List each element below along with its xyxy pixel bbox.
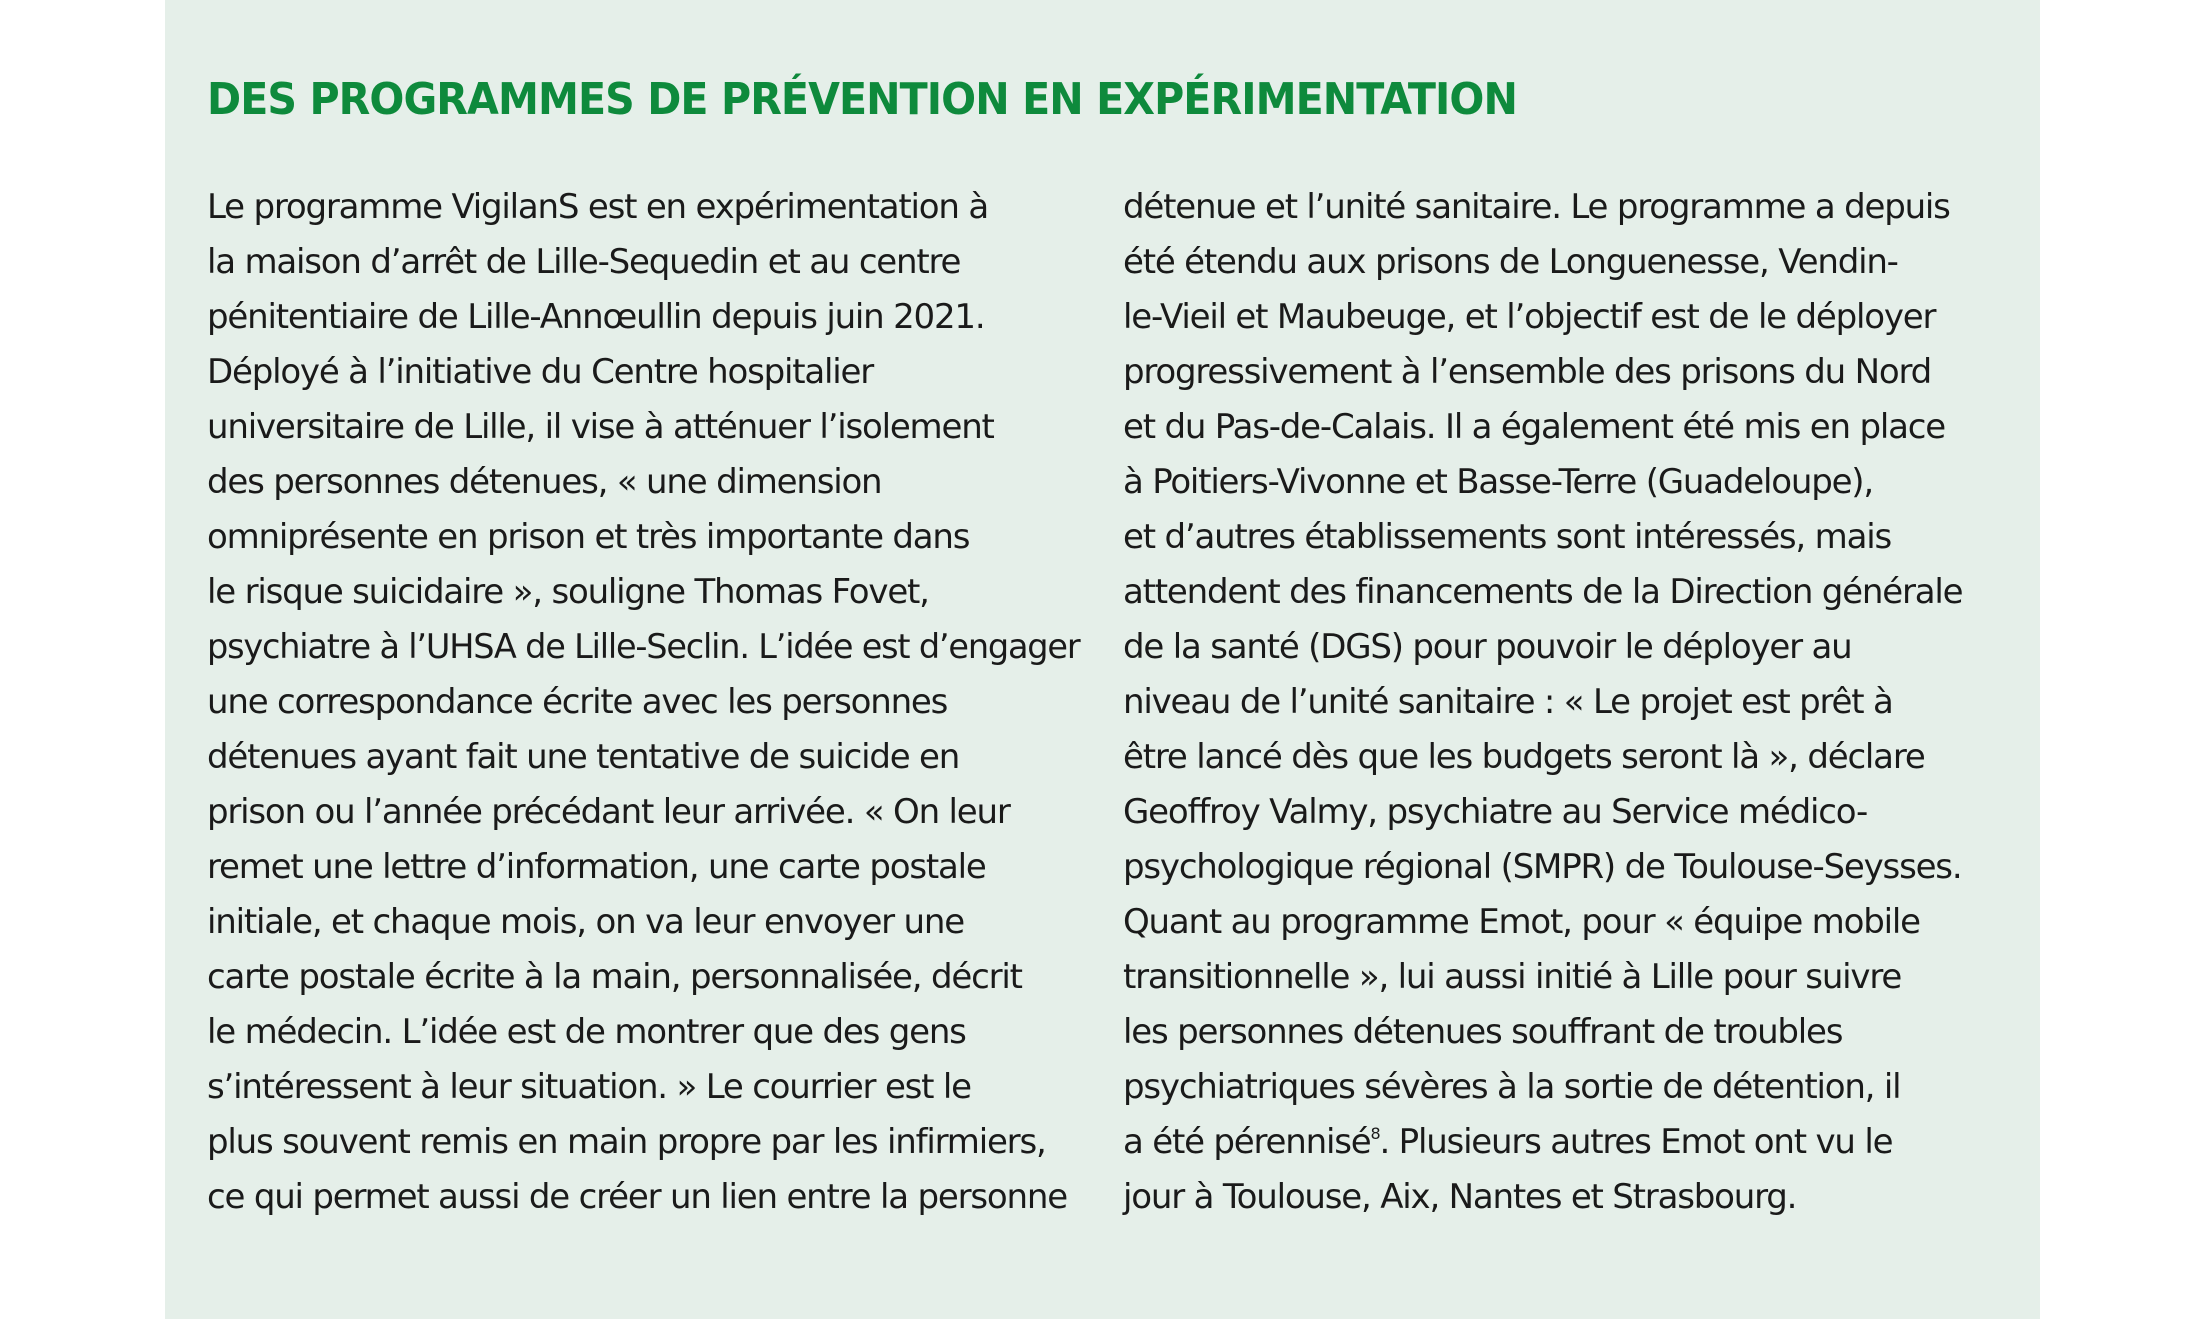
text-line: le-Vieil et Maubeuge, et l’objectif est de le déployer xyxy=(1123,297,1936,337)
text-line: s’intéressent à leur situation. » Le courrier est le xyxy=(207,1067,971,1107)
text-fragment: . Plusieurs autres Emot ont vu le xyxy=(1379,1122,1893,1162)
text-line: niveau de l’unité sanitaire : « Le projet est prêt à xyxy=(1123,682,1893,722)
text-line: Le programme VigilanS est en expérimentation à xyxy=(207,187,988,227)
text-line: détenues ayant fait une tentative de suicide en xyxy=(207,737,960,777)
text-line: plus souvent remis en main propre par les infirmiers, xyxy=(207,1122,1046,1162)
article-box xyxy=(165,0,2040,1319)
right-column xyxy=(1123,180,1995,1225)
text-line: les personnes détenues souffrant de troubles xyxy=(1123,1012,1843,1052)
text-line: transitionnelle », lui aussi initié à Lille pour suivre xyxy=(1123,957,1902,997)
text-line: remet une lettre d’information, une carte postale xyxy=(207,847,986,887)
text-line: carte postale écrite à la main, personnalisée, décrit xyxy=(207,957,1022,997)
text-line: et d’autres établissements sont intéressés, mais xyxy=(1123,517,1891,557)
text-line: pénitentiaire de Lille-Annœullin depuis juin 2021. xyxy=(207,297,985,337)
text-line: le risque suicidaire », souligne Thomas Fovet, xyxy=(207,572,929,612)
text-line: attendent des financements de la Direction générale xyxy=(1123,572,1963,612)
text-fragment: a été pérennisé xyxy=(1123,1122,1371,1162)
text-line: prison ou l’année précédant leur arrivée. « On leur xyxy=(207,792,1010,832)
text-line: Geoffroy Valmy, psychiatre au Service médico- xyxy=(1123,792,1868,832)
footnote-marker: 8 xyxy=(1370,1124,1380,1143)
text-line: été étendu aux prisons de Longuenesse, Vendin- xyxy=(1123,242,1898,282)
text-line: jour à Toulouse, Aix, Nantes et Strasbourg. xyxy=(1123,1177,1797,1217)
text-line: à Poitiers-Vivonne et Basse-Terre (Guadeloupe), xyxy=(1123,462,1873,502)
text-line: psychiatriques sévères à la sortie de détention, il xyxy=(1123,1067,1901,1107)
text-line: ce qui permet aussi de créer un lien entre la personne xyxy=(207,1177,1067,1217)
text-line: Quant au programme Emot, pour « équipe mobile xyxy=(1123,902,1920,942)
text-line: la maison d’arrêt de Lille-Sequedin et au centre xyxy=(207,242,961,282)
text-line: être lancé dès que les budgets seront là », déclare xyxy=(1123,737,1925,777)
text-line: une correspondance écrite avec les personnes xyxy=(207,682,948,722)
text-line-with-footnote xyxy=(1123,1115,1995,1170)
text-line: psychologique régional (SMPR) de Toulouse-Seysses. xyxy=(1123,847,1962,887)
text-line: et du Pas-de-Calais. Il a également été mis en place xyxy=(1123,407,1945,447)
text-line: détenue et l’unité sanitaire. Le programme a depuis xyxy=(1123,187,1950,227)
article-title: DES PROGRAMMES DE PRÉVENTION EN EXPÉRIMENTATION xyxy=(207,74,1517,125)
text-line: universitaire de Lille, il vise à atténuer l’isolement xyxy=(207,407,994,447)
text-line: des personnes détenues, « une dimension xyxy=(207,462,882,502)
text-line: progressivement à l’ensemble des prisons du Nord xyxy=(1123,352,1932,392)
text-line: omniprésente en prison et très importante dans xyxy=(207,517,970,557)
text-line: Déployé à l’initiative du Centre hospitalier xyxy=(207,352,874,392)
text-line: initiale, et chaque mois, on va leur envoyer une xyxy=(207,902,964,942)
text-line: psychiatre à l’UHSA de Lille-Seclin. L’idée est d’engager xyxy=(207,627,1080,667)
text-line: le médecin. L’idée est de montrer que des gens xyxy=(207,1012,966,1052)
text-line: de la santé (DGS) pour pouvoir le déployer au xyxy=(1123,627,1852,667)
left-column xyxy=(207,180,1079,1225)
